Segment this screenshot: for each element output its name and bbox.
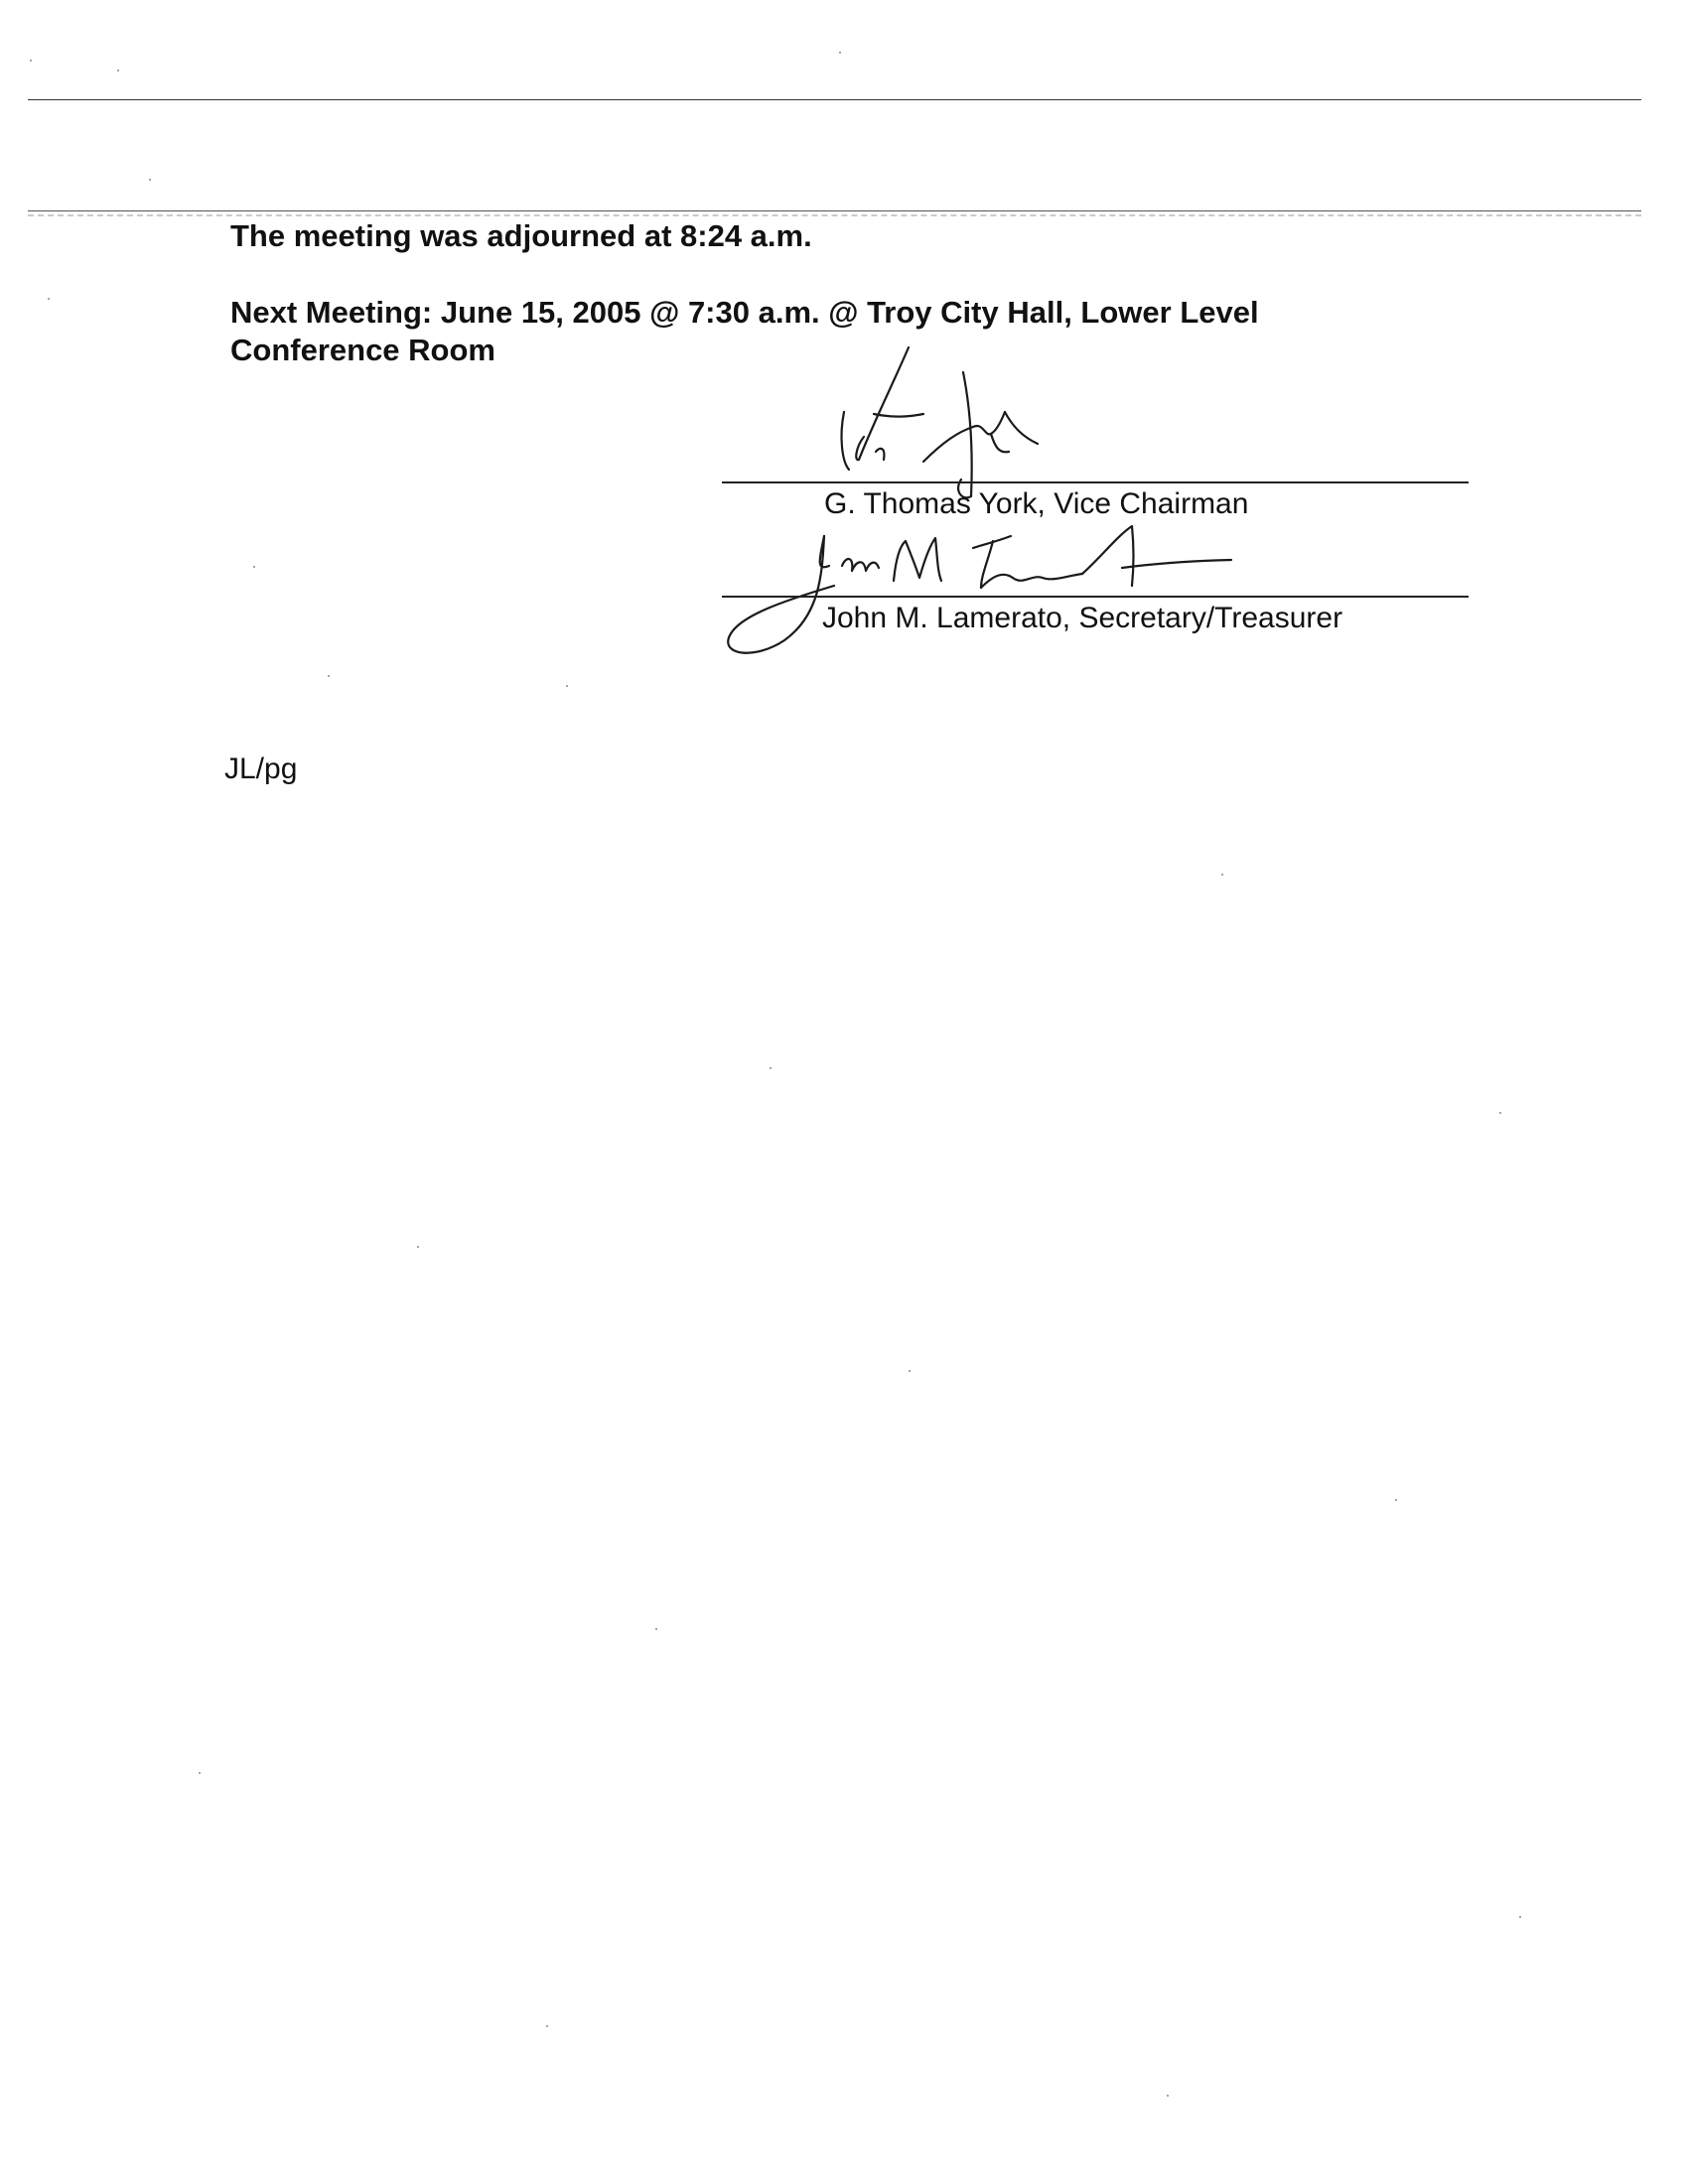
scan-speck	[117, 69, 119, 71]
signature-line-vice-chairman	[722, 481, 1469, 483]
scan-speck	[30, 60, 32, 62]
scan-speck	[1499, 1112, 1501, 1114]
scan-speck	[48, 298, 50, 300]
adjournment-statement: The meeting was adjourned at 8:24 a.m.	[230, 218, 812, 253]
section-rule	[28, 210, 1641, 211]
signatory-vice-chairman: G. Thomas York, Vice Chairman	[824, 487, 1249, 520]
scan-speck	[566, 685, 568, 687]
next-meeting-location: Conference Room	[230, 333, 495, 367]
scan-speck	[1167, 2095, 1169, 2097]
scan-speck	[1221, 874, 1223, 876]
signature-lamerato-handwritten	[725, 516, 1360, 660]
scan-speck	[1519, 1916, 1521, 1918]
scan-speck	[253, 566, 255, 568]
scan-speck	[770, 1067, 772, 1069]
typist-initials: JL/pg	[224, 752, 298, 785]
scan-speck	[199, 1772, 201, 1774]
scan-speck	[546, 2025, 548, 2027]
scan-speck	[328, 675, 330, 677]
faint-dashed-rule	[28, 214, 1641, 216]
signatory-secretary-treasurer: John M. Lamerato, Secretary/Treasurer	[822, 602, 1343, 634]
signature-line-secretary-treasurer	[722, 596, 1469, 598]
scan-speck	[149, 179, 151, 181]
scan-speck	[1395, 1499, 1397, 1501]
scan-speck	[417, 1246, 419, 1248]
scan-speck	[839, 52, 841, 54]
scan-speck	[655, 1628, 657, 1630]
next-meeting-statement: Next Meeting: June 15, 2005 @ 7:30 a.m. @ Troy City Hall, Lower Level	[230, 295, 1259, 330]
header-rule	[28, 99, 1641, 100]
scan-speck	[909, 1370, 911, 1372]
